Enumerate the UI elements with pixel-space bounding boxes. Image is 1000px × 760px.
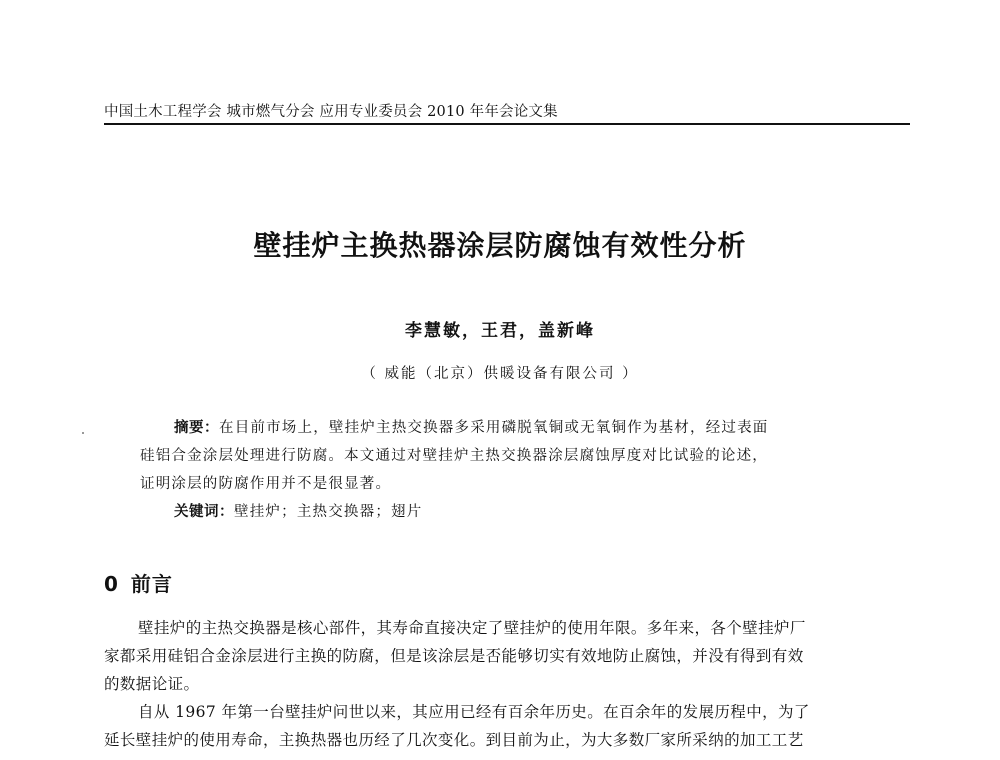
keywords-line [140,498,880,526]
section-title: 前言 [130,572,173,596]
keyword: 主热交换器 [296,504,376,520]
section-number: 0 [104,572,119,596]
abstract-line [140,414,880,442]
keyword-separator: ； [281,504,297,520]
paragraph-line: 自从 1967 年第一台壁挂炉问世以来，其应用已经有百余年历史。在百余年的发展历程中，为了 [138,703,810,721]
header-rule [104,123,910,125]
paragraph-line: 的数据论证。 [104,675,200,693]
abstract-line: 硅铝合金涂层处理进行防腐。本文通过对壁挂炉主热交换器涂层腐蚀厚度对比试验的论述， [140,448,768,464]
abstract-label: 摘要： [174,419,219,436]
abstract-text: 在目前市场上，壁挂炉主热交换器多采用磷脱氧铜或无氧铜作为基材，经过表面 [219,420,769,436]
abstract [140,414,880,526]
keyword: 壁挂炉 [234,504,282,520]
keyword-separator: ； [375,504,392,520]
paper-title: 壁挂炉主换热器涂层防腐蚀有效性分析 [253,229,747,262]
body-text [104,614,914,754]
keywords-label: 关键词： [174,503,234,520]
scan-speck [82,432,84,434]
paragraph-line: 延长壁挂炉的使用寿命，主换热器也历经了几次变化。到目前为止，为大多数厂家所采纳的加工工艺 [104,731,804,749]
running-header: 中国土木工程学会 城市燃气分会 应用专业委员会 2010 年年会论文集 [104,104,558,120]
authors: 李慧敏，王君，盖新峰 [405,321,595,341]
paragraph-line: 家都采用硅铝合金涂层进行主换的防腐，但是该涂层是否能够切实有效地防止腐蚀，并没有得到有效 [104,647,804,665]
abstract-line: 证明涂层的防腐作用并不是很显著。 [140,476,392,492]
keyword: 翅片 [391,504,423,520]
paragraph-line: 壁挂炉的主热交换器是核心部件，其寿命直接决定了壁挂炉的使用年限。多年来，各个壁挂炉厂 [138,619,806,637]
section-heading [104,568,173,597]
affiliation: （ 威能（北京）供暖设备有限公司 ） [361,366,639,382]
